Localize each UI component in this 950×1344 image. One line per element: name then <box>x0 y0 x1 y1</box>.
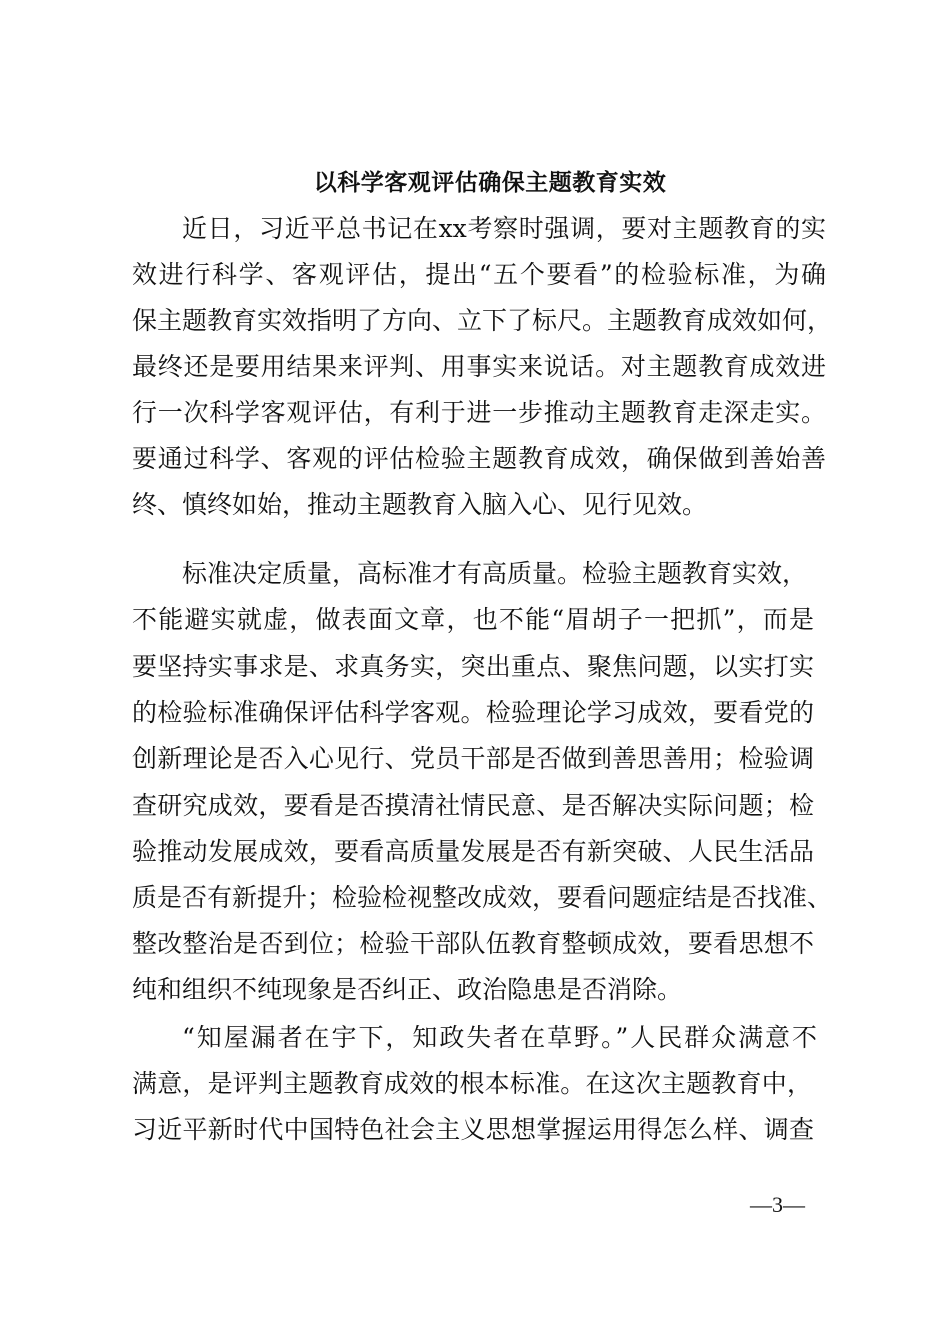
text-line: “知屋漏者在宇下，知政失者在草野。”人民群众满意不 <box>182 1023 817 1052</box>
text-line: 的检验标准确保评估科学客观。检验理论学习成效，要看党的 <box>132 698 814 727</box>
text-line: 近日，习近平总书记在xx考察时强调，要对主题教育的实 <box>182 214 826 243</box>
text-line: 纯和组织不纯现象是否纠正、政治隐患是否消除。 <box>132 975 683 1004</box>
text-line: 要通过科学、客观的评估检验主题教育成效，确保做到善始善 <box>132 444 826 473</box>
text-line: 最终还是要用结果来评判、用事实来说话。对主题教育成效进 <box>132 352 826 381</box>
text-line: 终、慎终如始，推动主题教育入脑入心、见行见效。 <box>132 490 708 519</box>
document-title: 以科学客观评估确保主题教育实效 <box>313 169 667 196</box>
text-line: 整改整治是否到位；检验干部队伍教育整顿成效，要看思想不 <box>132 929 814 958</box>
text-line: 要坚持实事求是、求真务实，突出重点、聚焦问题，以实打实 <box>132 652 814 681</box>
text-line: 满意，是评判主题教育成效的根本标准。在这次主题教育中， <box>132 1069 812 1098</box>
text-line: 习近平新时代中国特色社会主义思想掌握运用得怎么样、调查 <box>132 1115 814 1144</box>
text-line: 标准决定质量，高标准才有高质量。检验主题教育实效， <box>182 559 808 588</box>
text-line: 验推动发展成效，要看高质量发展是否有新突破、人民生活品 <box>132 837 814 866</box>
text-line: 行一次科学客观评估，有利于进一步推动主题教育走深走实。 <box>132 398 826 427</box>
page-number: —3— <box>750 1192 805 1217</box>
text-line: 保主题教育实效指明了方向、立下了标尺。主题教育成效如何， <box>132 306 833 335</box>
text-line: 不能避实就虚，做表面文章，也不能“眉胡子一把抓”，而是 <box>132 605 814 634</box>
text-line: 效进行科学、客观评估，提出“五个要看”的检验标准，为确 <box>132 260 826 289</box>
text-line: 查研究成效，要看是否摸清社情民意、是否解决实际问题；检 <box>132 791 814 820</box>
text-line: 创新理论是否入心见行、党员干部是否做到善思善用；检验调 <box>132 744 814 773</box>
text-line: 质是否有新提升；检验检视整改成效，要看问题症结是否找准、 <box>132 883 833 912</box>
